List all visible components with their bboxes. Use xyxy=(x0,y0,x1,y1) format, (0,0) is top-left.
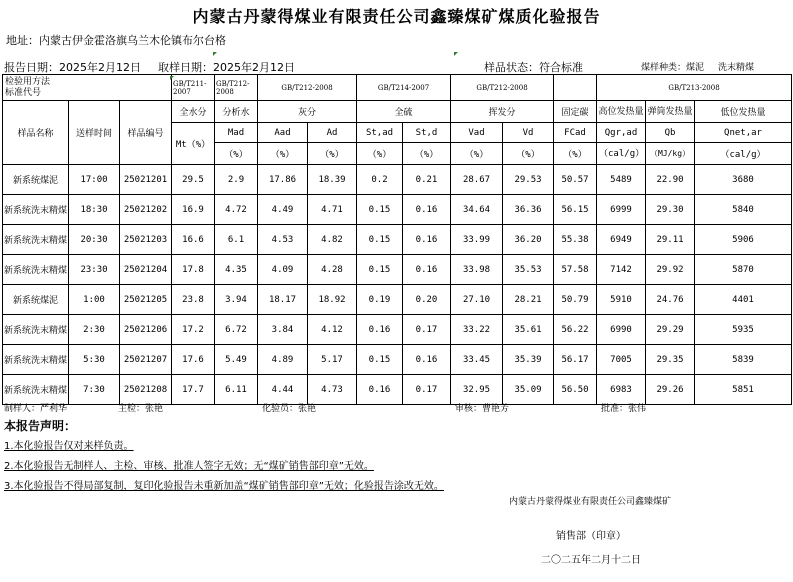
col-sample-name: 样品名称 xyxy=(3,101,69,165)
cell-vd: 35.61 xyxy=(503,315,554,345)
cell-vd: 35.53 xyxy=(503,255,554,285)
col-std: St,d xyxy=(403,123,451,143)
cell-vd: 28.21 xyxy=(503,285,554,315)
cell-aad: 17.86 xyxy=(258,165,308,195)
cell-fcad: 50.57 xyxy=(554,165,597,195)
cell-vd: 35.39 xyxy=(503,345,554,375)
cell-sample-name: 新系统洗末精煤 xyxy=(3,375,69,405)
header-row-1 xyxy=(3,101,792,123)
sample-date-label: 取样日期： xyxy=(158,61,213,74)
table-row xyxy=(3,255,792,285)
cell-std: 0.20 xyxy=(403,285,451,315)
cell-qgrad: 7005 xyxy=(597,345,646,375)
cell-mad: 5.49 xyxy=(215,345,258,375)
col-bomb-heat: 弹筒发热量 xyxy=(646,101,695,123)
unit-fcad: （%） xyxy=(554,143,597,165)
cell-ad: 4.28 xyxy=(308,255,357,285)
table-row xyxy=(3,165,792,195)
cell-qnet: 5870 xyxy=(695,255,792,285)
sig-maker: 制样人：严利华 xyxy=(4,404,68,414)
cell-qnet: 5935 xyxy=(695,315,792,345)
cell-qb: 29.92 xyxy=(646,255,695,285)
cell-qgrad: 6983 xyxy=(597,375,646,405)
cell-ad: 4.12 xyxy=(308,315,357,345)
cell-marker xyxy=(454,52,458,56)
cell-sample-no: 25021205 xyxy=(120,285,172,315)
cell-qnet: 4401 xyxy=(695,285,792,315)
sample-date: 2025年2月12日 xyxy=(213,61,295,74)
unit-vad: （%） xyxy=(451,143,503,165)
cell-sample-name: 新系统煤泥 xyxy=(3,165,69,195)
std-gb214: GB/T214-2007 xyxy=(357,75,451,101)
cell-stad: 0.19 xyxy=(357,285,403,315)
sig-reviewer: 审核：曹艳芳 xyxy=(455,404,510,414)
sig-approver: 批准：张伟 xyxy=(601,404,647,414)
cell-std: 0.17 xyxy=(403,315,451,345)
cell-sample-name: 新系统洗末精煤 xyxy=(3,315,69,345)
sample-status: 样品状态：符合标准 xyxy=(484,61,583,74)
cell-send-time: 7:30 xyxy=(69,375,120,405)
coal-type-value: 洗末精煤 xyxy=(718,63,755,73)
cell-std: 0.16 xyxy=(403,345,451,375)
cell-send-time: 18:30 xyxy=(69,195,120,225)
declaration-line-1: 1.本化验报告仅对来样负责。 xyxy=(4,441,134,452)
unit-qgrad: （cal/g） xyxy=(597,143,646,165)
footer-company: 内蒙古丹蒙得煤业有限责任公司鑫臻煤矿 xyxy=(509,497,672,507)
sig-tester: 化验员：张艳 xyxy=(262,404,317,414)
cell-qgrad: 5489 xyxy=(597,165,646,195)
cell-vad: 27.10 xyxy=(451,285,503,315)
cell-qnet: 5851 xyxy=(695,375,792,405)
col-fixed-carbon: 固定碳 xyxy=(554,101,597,123)
cell-stad: 0.16 xyxy=(357,315,403,345)
col-vad: Vad xyxy=(451,123,503,143)
std-code-label: 标准代号 xyxy=(5,87,42,98)
cell-fcad: 56.17 xyxy=(554,345,597,375)
cell-ad: 4.73 xyxy=(308,375,357,405)
col-vd: Vd xyxy=(503,123,554,143)
cell-sample-name: 新系统煤泥 xyxy=(3,285,69,315)
cell-qb: 29.29 xyxy=(646,315,695,345)
cell-qb: 22.90 xyxy=(646,165,695,195)
cell-ad: 4.82 xyxy=(308,225,357,255)
cell-aad: 4.09 xyxy=(258,255,308,285)
cell-sample-no: 25021208 xyxy=(120,375,172,405)
coal-type-label: 煤样种类：煤泥 xyxy=(641,63,705,73)
table-row xyxy=(3,375,792,405)
cell-qb: 29.11 xyxy=(646,225,695,255)
col-mad: Mad xyxy=(215,123,258,143)
cell-mt: 16.6 xyxy=(172,225,215,255)
cell-vad: 33.98 xyxy=(451,255,503,285)
cell-fcad: 56.50 xyxy=(554,375,597,405)
col-send-time: 送样时间 xyxy=(69,101,120,165)
cell-qgrad: 6999 xyxy=(597,195,646,225)
table-row xyxy=(3,345,792,375)
table-row xyxy=(3,195,792,225)
declaration-line-3: 3.本化验报告不得局部复制，复印化验报告未重新加盖“煤矿销售部印章”无效；化验报告涂改无效。 xyxy=(4,481,444,492)
col-qgrad: Qgr,ad xyxy=(597,123,646,143)
table-row xyxy=(3,285,792,315)
cell-aad: 4.53 xyxy=(258,225,308,255)
cell-vd: 35.09 xyxy=(503,375,554,405)
cell-qb: 24.76 xyxy=(646,285,695,315)
col-qnet: Qnet,ar xyxy=(695,123,792,143)
standard-row xyxy=(3,75,792,101)
lab-results-table xyxy=(2,74,792,405)
cell-send-time: 23:30 xyxy=(69,255,120,285)
cell-stad: 0.16 xyxy=(357,375,403,405)
cell-sample-no: 25021202 xyxy=(120,195,172,225)
col-fcad: FCad xyxy=(554,123,597,143)
declaration-title: 本报告声明： xyxy=(4,419,77,433)
col-aad: Aad xyxy=(258,123,308,143)
cell-sample-name: 新系统洗末精煤 xyxy=(3,225,69,255)
cell-qnet: 5839 xyxy=(695,345,792,375)
cell-send-time: 20:30 xyxy=(69,225,120,255)
cell-fcad: 56.22 xyxy=(554,315,597,345)
address: 地址：内蒙古伊金霍洛旗乌兰木伦镇布尔台格 xyxy=(6,34,226,47)
col-sample-no: 样品编号 xyxy=(120,101,172,165)
cell-vd: 36.20 xyxy=(503,225,554,255)
cell-ad: 4.71 xyxy=(308,195,357,225)
cell-vad: 32.95 xyxy=(451,375,503,405)
cell-qnet: 5906 xyxy=(695,225,792,255)
cell-mt: 17.8 xyxy=(172,255,215,285)
cell-send-time: 1:00 xyxy=(69,285,120,315)
cell-mt: 17.2 xyxy=(172,315,215,345)
col-low-heat: 低位发热量 xyxy=(695,101,792,123)
cell-vad: 33.45 xyxy=(451,345,503,375)
cell-mad: 6.72 xyxy=(215,315,258,345)
cell-sample-name: 新系统洗末精煤 xyxy=(3,345,69,375)
cell-sample-no: 25021206 xyxy=(120,315,172,345)
footer-dept: 销售部（印章） xyxy=(556,531,626,542)
cell-mad: 2.9 xyxy=(215,165,258,195)
unit-mad: （%） xyxy=(215,143,258,165)
cell-std: 0.16 xyxy=(403,255,451,285)
cell-send-time: 17:00 xyxy=(69,165,120,195)
unit-stad: （%） xyxy=(357,143,403,165)
col-ad: Ad xyxy=(308,123,357,143)
cell-sample-no: 25021201 xyxy=(120,165,172,195)
cell-send-time: 2:30 xyxy=(69,315,120,345)
cell-mad: 4.35 xyxy=(215,255,258,285)
cell-vd: 29.53 xyxy=(503,165,554,195)
cell-vad: 33.22 xyxy=(451,315,503,345)
cell-fcad: 50.79 xyxy=(554,285,597,315)
col-stad: St,ad xyxy=(357,123,403,143)
cell-sample-name: 新系统洗末精煤 xyxy=(3,255,69,285)
cell-mad: 6.11 xyxy=(215,375,258,405)
col-qb: Qb xyxy=(646,123,695,143)
col-analysis-water: 分析水 xyxy=(215,101,258,123)
col-high-heat: 高位发热量 xyxy=(597,101,646,123)
col-volatile: 挥发分 xyxy=(451,101,554,123)
cell-sample-name: 新系统洗末精煤 xyxy=(3,195,69,225)
unit-qnet: （cal/g） xyxy=(695,143,792,165)
cell-vd: 36.36 xyxy=(503,195,554,225)
cell-mad: 3.94 xyxy=(215,285,258,315)
cell-qb: 29.35 xyxy=(646,345,695,375)
cell-qb: 29.30 xyxy=(646,195,695,225)
cell-aad: 4.49 xyxy=(258,195,308,225)
sig-director: 主检：张艳 xyxy=(118,404,164,414)
cell-fcad: 55.38 xyxy=(554,225,597,255)
cell-qb: 29.26 xyxy=(646,375,695,405)
cell-mt: 23.8 xyxy=(172,285,215,315)
col-total-sulfur: 全硫 xyxy=(357,101,451,123)
cell-stad: 0.15 xyxy=(357,255,403,285)
method-label: 检验用方法 xyxy=(5,76,51,87)
cell-stad: 0.15 xyxy=(357,225,403,255)
std-gb212-volatile: GB/T212-2008 xyxy=(451,75,554,101)
cell-stad: 0.2 xyxy=(357,165,403,195)
cell-marker xyxy=(213,52,217,56)
unit-vd: （%） xyxy=(503,143,554,165)
cell-std: 0.21 xyxy=(403,165,451,195)
cell-ad: 5.17 xyxy=(308,345,357,375)
cell-vad: 33.99 xyxy=(451,225,503,255)
cell-mad: 6.1 xyxy=(215,225,258,255)
cell-aad: 4.44 xyxy=(258,375,308,405)
footer-date: 二〇二五年二月十二日 xyxy=(541,555,641,566)
std-gb213: GB/T213-2008 xyxy=(597,75,792,101)
cell-sample-no: 25021207 xyxy=(120,345,172,375)
cell-stad: 0.15 xyxy=(357,195,403,225)
cell-qgrad: 6949 xyxy=(597,225,646,255)
cell-vad: 28.67 xyxy=(451,165,503,195)
col-mt: Mt（%） xyxy=(172,123,215,165)
cell-sample-no: 25021204 xyxy=(120,255,172,285)
cell-std: 0.16 xyxy=(403,225,451,255)
cell-qnet: 3680 xyxy=(695,165,792,195)
cell-marker xyxy=(170,76,174,80)
col-total-water: 全水分 xyxy=(172,101,215,123)
cell-qgrad: 6990 xyxy=(597,315,646,345)
std-gb212-ash: GB/T212-2008 xyxy=(258,75,357,101)
unit-aad: （%） xyxy=(258,143,308,165)
cell-mt: 29.5 xyxy=(172,165,215,195)
cell-std: 0.16 xyxy=(403,195,451,225)
cell-aad: 18.17 xyxy=(258,285,308,315)
cell-mt: 16.9 xyxy=(172,195,215,225)
cell-send-time: 5:30 xyxy=(69,345,120,375)
cell-fcad: 57.58 xyxy=(554,255,597,285)
cell-stad: 0.15 xyxy=(357,345,403,375)
cell-mt: 17.6 xyxy=(172,345,215,375)
cell-mt: 17.7 xyxy=(172,375,215,405)
unit-std: （%） xyxy=(403,143,451,165)
table-row xyxy=(3,315,792,345)
cell-mad: 4.72 xyxy=(215,195,258,225)
cell-fcad: 56.15 xyxy=(554,195,597,225)
table-row xyxy=(3,225,792,255)
cell-ad: 18.92 xyxy=(308,285,357,315)
report-date: 报告日期：2025年2月12日 xyxy=(4,61,141,74)
cell-vad: 34.64 xyxy=(451,195,503,225)
cell-sample-no: 25021203 xyxy=(120,225,172,255)
cell-ad: 18.39 xyxy=(308,165,357,195)
cell-qgrad: 5910 xyxy=(597,285,646,315)
cell-aad: 3.84 xyxy=(258,315,308,345)
cell-std: 0.17 xyxy=(403,375,451,405)
table-body xyxy=(3,165,792,405)
col-ash: 灰分 xyxy=(258,101,357,123)
unit-qb: （MJ/kg） xyxy=(646,143,695,165)
std-gb211: GB/T211-2007 xyxy=(172,75,215,101)
declaration-line-2: 2.本化验报告无制样人、主检、审核、批准人签字无效；无“煤矿销售部印章”无效。 xyxy=(4,461,374,472)
cell-qnet: 5840 xyxy=(695,195,792,225)
std-gb212-mad: GB/T212-2008 xyxy=(215,75,258,101)
unit-ad: （%） xyxy=(308,143,357,165)
method-cell xyxy=(3,75,172,101)
cell-aad: 4.89 xyxy=(258,345,308,375)
cell-qgrad: 7142 xyxy=(597,255,646,285)
report-title: 内蒙古丹蒙得煤业有限责任公司鑫臻煤矿煤质化验报告 xyxy=(192,7,601,26)
